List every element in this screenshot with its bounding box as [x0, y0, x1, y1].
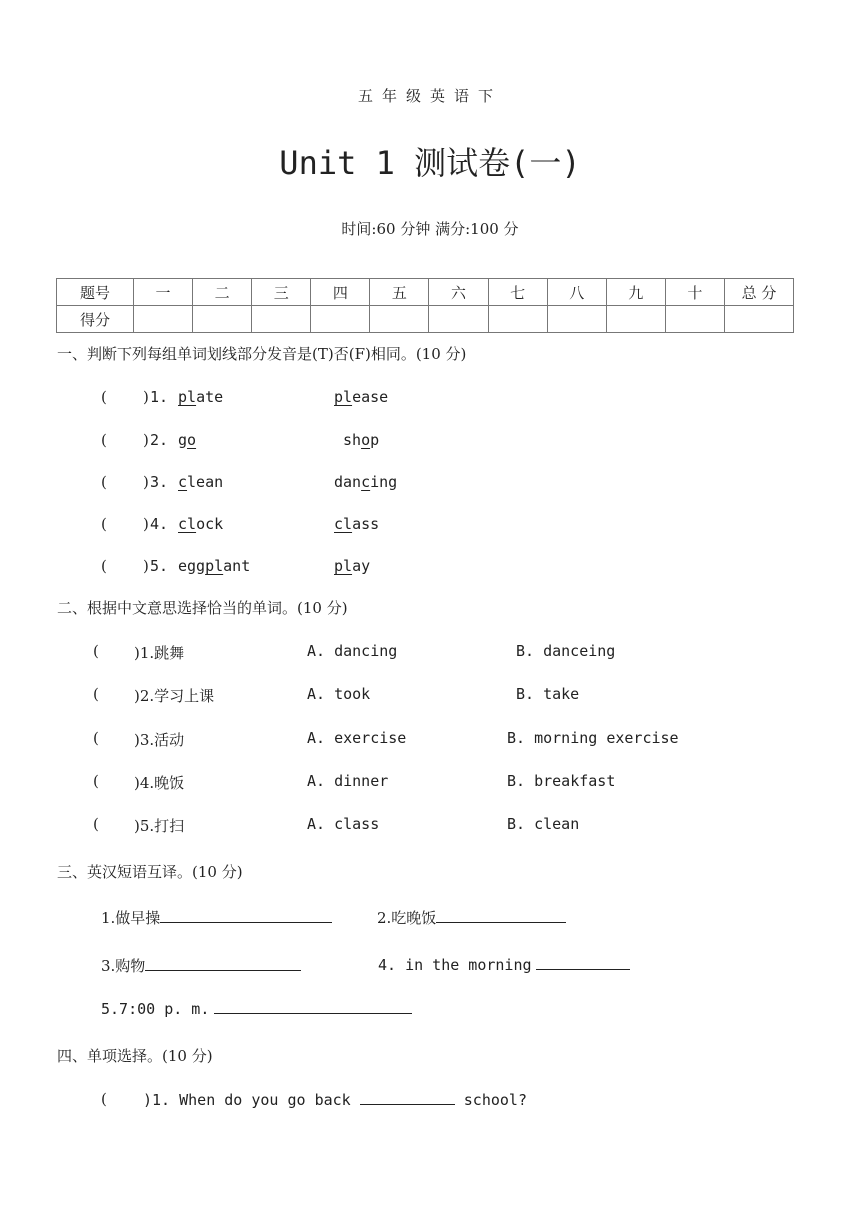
score-input-cell[interactable]: [429, 306, 488, 333]
answer-paren-open: (: [101, 1090, 107, 1108]
question-text: )3.活动: [134, 731, 185, 749]
word-1: clock: [178, 515, 224, 533]
item-number: 1.: [150, 388, 169, 406]
translate-item-1: 1.做早操: [101, 907, 332, 928]
score-input-cell[interactable]: [547, 306, 606, 333]
question-text: )1.跳舞: [134, 644, 185, 662]
score-table-score-row: [57, 306, 794, 333]
item-number: 5.: [150, 557, 169, 575]
score-input-cell[interactable]: [370, 306, 429, 333]
section4-heading: 四、单项选择。(10 分): [57, 1047, 213, 1065]
answer-paren-open: (: [101, 515, 107, 533]
word-1: eggplant: [178, 557, 251, 575]
score-table-header-row: [57, 279, 794, 306]
score-cell: 三: [252, 279, 311, 306]
question-text: )4.晚饭: [134, 774, 185, 792]
answer-paren-close: ): [143, 557, 149, 575]
title-text: Unit 1 测试卷(一): [279, 144, 581, 182]
score-cell: 题号: [57, 279, 134, 306]
answer-paren-close: ): [143, 473, 149, 491]
score-input-cell[interactable]: [252, 306, 311, 333]
question-text: )2.学习上课: [134, 687, 215, 705]
score-cell: 五: [370, 279, 429, 306]
answer-paren-open: (: [93, 685, 99, 703]
option-a: A. class: [307, 815, 380, 833]
score-input-cell[interactable]: [311, 306, 370, 333]
score-input-cell[interactable]: [725, 306, 794, 333]
answer-paren-close: ): [143, 388, 149, 406]
score-cell: 十: [665, 279, 724, 306]
page-title: [0, 138, 860, 184]
option-b: B. morning exercise: [507, 729, 679, 747]
answer-paren-open: (: [101, 431, 107, 449]
word-2: please: [334, 388, 389, 406]
score-cell: 二: [193, 279, 252, 306]
word-2: class: [334, 515, 380, 533]
translate-item-5: 5.7:00 p. m.: [101, 999, 412, 1018]
grade-heading: 五年级英语下: [357, 87, 502, 105]
option-a: A. took: [307, 685, 371, 703]
option-a: A. exercise: [307, 729, 407, 747]
translate-item-3: 3.购物: [101, 955, 301, 976]
option-a: A. dancing: [307, 642, 398, 660]
answer-paren-open: (: [101, 557, 107, 575]
word-2: play: [334, 557, 371, 575]
answer-paren-open: (: [93, 729, 99, 747]
translate-item-2: 2.吃晚饭: [377, 907, 566, 928]
exam-subtitle: 时间:60 分钟 满分:100 分: [341, 220, 519, 238]
word-1: plate: [178, 388, 224, 406]
answer-blank[interactable]: [145, 956, 301, 971]
word-1: clean: [178, 473, 224, 491]
translate-item-4: 4. in the morning: [378, 955, 630, 974]
option-b: B. breakfast: [507, 772, 616, 790]
option-b: B. take: [516, 685, 580, 703]
option-a: A. dinner: [307, 772, 389, 790]
answer-blank[interactable]: [436, 908, 566, 923]
section2-heading: 二、根据中文意思选择恰当的单词。(10 分): [57, 599, 348, 617]
answer-blank[interactable]: [160, 908, 332, 923]
score-input-cell[interactable]: [665, 306, 724, 333]
score-cell: 四: [311, 279, 370, 306]
section1-heading: 一、判断下列每组单词划线部分发音是(T)否(F)相同。(10 分): [57, 345, 467, 363]
answer-blank[interactable]: [214, 999, 412, 1014]
word-2: dancing: [334, 473, 398, 491]
answer-paren-open: (: [101, 388, 107, 406]
score-cell: 一: [134, 279, 193, 306]
answer-paren-close: ): [143, 515, 149, 533]
score-input-cell[interactable]: [193, 306, 252, 333]
score-cell: 七: [488, 279, 547, 306]
score-input-cell[interactable]: [606, 306, 665, 333]
score-label-cell: 得分: [57, 306, 134, 333]
answer-paren-open: (: [93, 642, 99, 660]
score-input-cell[interactable]: [488, 306, 547, 333]
score-cell: 八: [547, 279, 606, 306]
item-number: 2.: [150, 431, 169, 449]
question-text: )5.打扫: [134, 817, 185, 835]
score-table: [56, 278, 794, 333]
word-2: shop: [343, 431, 380, 449]
question-text: )1. When do you go back school?: [143, 1091, 527, 1109]
answer-paren-open: (: [101, 473, 107, 491]
option-b: B. clean: [507, 815, 580, 833]
item-number: 3.: [150, 473, 169, 491]
score-cell: 六: [429, 279, 488, 306]
answer-blank[interactable]: [360, 1090, 455, 1105]
answer-paren-open: (: [93, 772, 99, 790]
answer-paren-open: (: [93, 815, 99, 833]
answer-paren-close: ): [143, 431, 149, 449]
score-input-cell[interactable]: [134, 306, 193, 333]
score-cell: 九: [606, 279, 665, 306]
word-1: go: [178, 431, 197, 449]
item-number: 4.: [150, 515, 169, 533]
option-b: B. danceing: [516, 642, 616, 660]
answer-blank[interactable]: [536, 955, 630, 970]
section3-heading: 三、英汉短语互译。(10 分): [57, 863, 243, 881]
score-cell: 总 分: [725, 279, 794, 306]
